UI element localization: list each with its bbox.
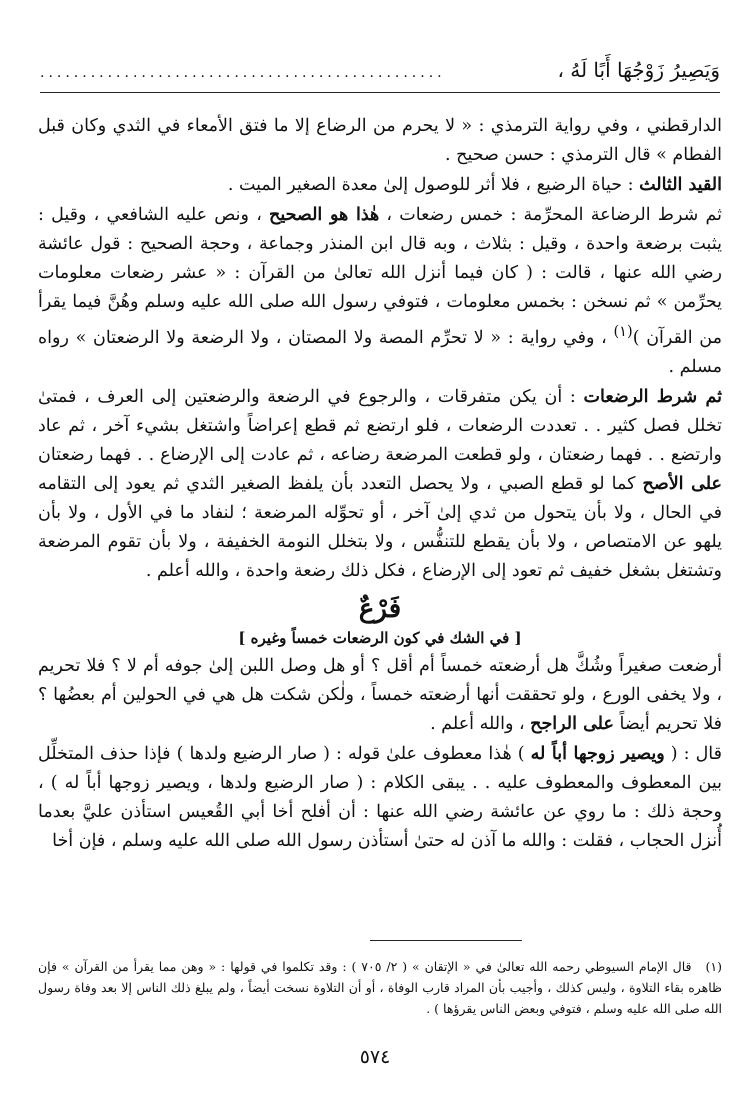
- section-subtitle: [ في الشك في كون الرضعات خمساً وغيره ]: [238, 628, 522, 647]
- quoted-text-bold: ويصير زوجها أباً له: [530, 743, 665, 764]
- correct-view-bold: هٰذا هو الصحيح: [269, 205, 380, 225]
- paragraph-4: ثم شرط الرضعات : أن يكن متفرقات ، والرجوع في الرضعة والرضعتين إلى العرف ، فمتىٰ تخلل فصل كثير . . تعددت الرضعات ، فلو ارتضع ثم قطع إعراضاً واشتغل بشيء آخر ، ثم عاد وارتضع . . فهما رضعتان ، ولو قطعت المرضعة رضاعه ، ثم عادت إلى الإرضاع . . فهما رضعتان على الأصح كما لو قطع الصبي ، ولا يحصل التعدد بأن يلفظ الصغير الثدي ثم يعود إلى التقامه في الحال ، ولا بأن يتحول من ثدي إلىٰ آخر ، أو تحوِّله المرضعة ؛ لنفاد ما في الأول ، ولا بأن يلهو عن الامتصاص ، ولا بأن يقطع للتنفُّس ، ولا بتخلل النومة الخفيفة ، ولا بأن تقوم المرضعة وتشتغل بشغل خفيف ثم تعود إلى الإرضاع ، فكل ذلك رضعة واحدة ، والله أعلم .: [38, 386, 722, 581]
- running-header: [40, 58, 720, 82]
- paragraph-1: الدارقطني ، وفي رواية الترمذي : « لا يحرم من الرضاع إلا ما فتق الأمعاء في الثدي وكان قبل الفطام » قال الترمذي : حسن صحيح .: [38, 116, 722, 165]
- condition-of-feedings-label: ثم شرط الرضعات: [583, 386, 722, 407]
- page-number: ٥٧٤: [359, 1046, 391, 1068]
- paragraph-6: قال : ( ويصير زوجها أباً له ) هٰذا معطوف علىٰ قوله : ( صار الرضيع ولدها ) فإذا حذف المتخلِّل بين المعطوف والمعطوف عليه . . يبقى الكلام : ( صار الرضيع ولدها ، ويصير زوجها أباً له ) ، وحجة ذلك : ما روي عن عائشة رضي الله عنها : أن أفلح أخا أبي القُعيس استأذن عليَّ بعدما أُنزل الحجاب ، فقلت : والله ما آذن له حتىٰ أستأذن رسول الله صلى الله عليه وسلم ، فإن أخا: [38, 743, 722, 851]
- preponderant-bold: على الراجح: [530, 713, 614, 734]
- main-text: [38, 112, 722, 857]
- third-condition-label: القيد الثالث: [639, 175, 722, 195]
- section-title: فَرْعٌ: [358, 593, 402, 624]
- most-correct-bold: على الأصح: [642, 473, 722, 494]
- paragraph-2: القيد الثالث : حياة الرضيع ، فلا أثر للوصول إلىٰ معدة الصغير الميت .: [227, 175, 722, 195]
- footnote-reference: (١): [613, 323, 633, 340]
- running-title: وَيَصِيرُ زَوْجُهَا أَبًا لَهُ ،: [557, 58, 720, 82]
- footnote-text: قال الإمام السيوطي رحمه الله تعالىٰ في « الإتقان » ( ٢/ ٧٠٥ ) : وقد تكلموا في قولها : « وهن مما يقرأ من القرآن » فإن ظاهره بقاء التلاوة ، وليس كذلك ، وأجيب بأن المراد قارب الوفاة ، أو أن التلاوة نسخت أيضاً ، ولم يبلغ ذلك الناس إلا بعد وفاة رسول الله صلى الله عليه وسلم ، فتوفي وبعض الناس يقرؤها ) .: [38, 959, 722, 1016]
- footnote-rule: [370, 940, 522, 941]
- footnote-number: (١): [705, 959, 723, 974]
- paragraph-3: ثم شرط الرضاعة المحرِّمة : خمس رضعات ، هٰذا هو الصحيح ، ونص عليه الشافعي ، وقيل : يثبت برضعة واحدة ، وقيل : بثلاث ، وبه قال ابن المنذر وجماعة ، وحجة الصحيح : قول عائشة رضي الله عنها ، قالت : ( كان فيما أنزل الله تعالىٰ من القرآن : « عشر رضعات معلومات يحرِّمن » ثم نسخن : بخمس معلومات ، فتوفي رسول الله صلى الله عليه وسلم وهُنَّ فيما يقرأ من القرآن )$^{(١)}$ ، وفي رواية : « لا تحرِّم المصة ولا المصتان ، ولا الرضعة ولا الرضعتان » رواه مسلم .: [38, 205, 722, 377]
- paragraph-5: أرضعت صغيراً وشُكَّ هل أرضعته خمساً أم أقل ؟ أو هل وصل اللبن إلىٰ جوفه أم لا ؟ فلا تحريم ، ولا يخفى الورع ، ولو تحققت أنها أرضعته خمساً ، ولٰكن شكت هل هي في الحولين أم بعضُها ؟ فلا تحريم أيضاً على الراجح ، والله أعلم .: [38, 655, 722, 734]
- header-dot-leader: ................................................: [40, 65, 446, 81]
- header-rule: [40, 92, 720, 93]
- footnote: [38, 956, 722, 1019]
